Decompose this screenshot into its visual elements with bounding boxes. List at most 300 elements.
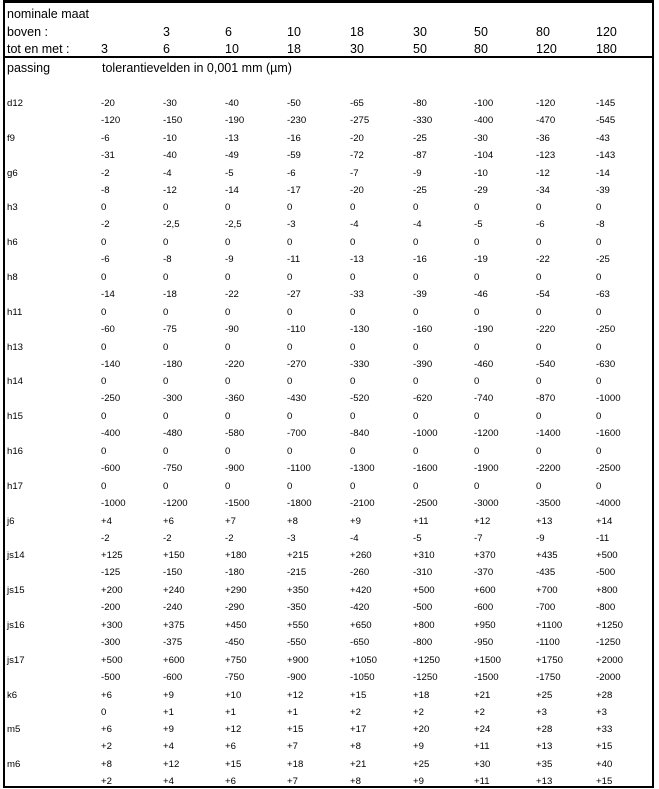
table-cell: +9 <box>413 741 424 753</box>
table-cell: -8 <box>101 184 110 196</box>
table-cell: 0 <box>287 480 293 492</box>
table-cell: +9 <box>163 724 174 736</box>
table-cell: -900 <box>287 671 307 683</box>
table-cell: 0 <box>596 480 602 492</box>
table-cell: -230 <box>287 115 307 126</box>
table-cell: -25 <box>413 184 427 196</box>
table-cell: +1250 <box>596 620 623 631</box>
boven-value: 80 <box>536 25 550 39</box>
table-cell: -260 <box>350 567 370 579</box>
table-cell: -11 <box>287 254 301 266</box>
boven-value: 18 <box>350 25 364 39</box>
table-cell: -43 <box>596 132 610 144</box>
table-row-upper <box>5 582 652 599</box>
table-cell: -11 <box>596 532 610 544</box>
table-cell: +28 <box>596 689 613 701</box>
table-cell: +1100 <box>536 620 563 631</box>
table-cell: 0 <box>101 237 107 249</box>
table-cell: -300 <box>163 393 183 405</box>
table-cell: +15 <box>287 724 304 736</box>
fit-label: h15 <box>7 411 24 423</box>
table-cell: -215 <box>287 567 307 579</box>
table-cell: 0 <box>596 446 602 457</box>
table-cell: -310 <box>413 567 433 579</box>
table-cell: -300 <box>101 637 121 648</box>
table-cell: 0 <box>474 341 480 353</box>
table-cell: +1250 <box>413 654 440 666</box>
table-cell: -72 <box>350 149 364 161</box>
table-cell: +6 <box>163 515 174 527</box>
table-cell: -13 <box>225 132 239 144</box>
table-cell: 0 <box>474 306 480 318</box>
table-cell: +12 <box>163 759 180 771</box>
totmet-label: tot en met : <box>7 42 70 56</box>
table-cell: -2100 <box>350 497 375 509</box>
table-cell: -7 <box>474 532 483 544</box>
table-cell: -600 <box>474 602 494 614</box>
totmet-value: 3 <box>101 42 108 56</box>
table-cell: -46 <box>474 289 488 300</box>
table-cell: 0 <box>163 306 169 318</box>
table-cell: 0 <box>101 306 107 318</box>
table-cell: -1300 <box>350 463 375 474</box>
table-cell: -12 <box>163 184 177 196</box>
table-cell: -12 <box>536 167 550 179</box>
table-row-upper <box>5 269 652 286</box>
table-cell: -290 <box>225 602 245 614</box>
fit-label: h11 <box>7 306 23 318</box>
table-cell: -10 <box>474 167 488 179</box>
table-cell: -50 <box>287 98 301 109</box>
table-row-lower <box>5 599 652 616</box>
table-cell: -22 <box>225 289 239 300</box>
header-passing-row <box>5 59 652 77</box>
table-cell: -145 <box>596 98 616 109</box>
table-cell: 0 <box>101 202 107 214</box>
table-cell: -9 <box>536 532 545 544</box>
table-cell: 0 <box>101 341 107 353</box>
table-cell: -545 <box>596 115 616 126</box>
table-cell: -650 <box>350 637 370 648</box>
table-cell: -65 <box>350 98 364 109</box>
table-cell: 0 <box>536 446 542 457</box>
table-cell: 0 <box>536 306 542 318</box>
table-cell: 0 <box>101 446 107 457</box>
table-cell: 0 <box>225 411 231 423</box>
table-cell: +2000 <box>596 654 623 666</box>
table-cell: +8 <box>350 776 361 788</box>
table-cell: +750 <box>225 654 247 666</box>
table-cell: 0 <box>101 376 107 388</box>
table-cell: +800 <box>413 620 435 631</box>
table-cell: 0 <box>287 237 293 249</box>
table-cell: -22 <box>536 254 550 266</box>
table-cell: +9 <box>413 776 424 788</box>
table-cell: +17 <box>350 724 367 736</box>
table-cell: +2 <box>413 706 424 718</box>
table-cell: -2,5 <box>163 219 180 231</box>
table-cell: -250 <box>101 393 121 405</box>
table-cell: +25 <box>413 759 430 771</box>
table-row-upper <box>5 547 652 564</box>
table-cell: 0 <box>163 202 169 214</box>
passing-label: passing <box>7 61 51 75</box>
totmet-value: 18 <box>287 42 301 56</box>
table-cell: 0 <box>101 480 107 492</box>
fit-label: h6 <box>7 237 18 249</box>
table-cell: +300 <box>101 620 123 631</box>
table-cell: +4 <box>163 741 174 753</box>
fit-label: h13 <box>7 341 24 353</box>
table-cell: 0 <box>101 706 107 718</box>
table-row-upper <box>5 130 652 147</box>
table-cell: 0 <box>287 306 293 318</box>
table-cell: +180 <box>225 550 247 562</box>
table-cell: -16 <box>287 132 301 144</box>
table-row-upper <box>5 165 652 182</box>
table-row-upper <box>5 652 652 669</box>
table-cell: -150 <box>163 567 183 579</box>
table-cell: +10 <box>225 689 242 701</box>
table-cell: -330 <box>350 358 370 370</box>
table-cell: -900 <box>225 463 245 474</box>
header-boven-row <box>5 23 652 41</box>
table-cell: -4 <box>350 219 359 231</box>
table-cell: +9 <box>350 515 361 527</box>
table-row-lower <box>5 112 652 129</box>
table-row-upper <box>5 199 652 216</box>
table-cell: -1800 <box>287 497 312 509</box>
table-cell: +11 <box>474 776 490 788</box>
table-cell: +15 <box>350 689 367 701</box>
table-cell: 0 <box>163 446 169 457</box>
table-cell: 0 <box>225 272 231 283</box>
table-cell: -390 <box>413 358 433 370</box>
table-row-lower <box>5 356 652 373</box>
table-cell: +200 <box>101 585 123 597</box>
table-cell: -20 <box>350 184 364 196</box>
table-row-lower <box>5 738 652 755</box>
table-cell: +21 <box>474 689 491 701</box>
table-cell: -800 <box>596 602 616 614</box>
table-cell: -123 <box>536 149 556 161</box>
table-cell: -6 <box>101 132 110 144</box>
units-label: tolerantievelden in 0,001 mm (µm) <box>102 61 292 75</box>
table-cell: -120 <box>101 115 121 126</box>
table-cell: -800 <box>413 637 433 648</box>
table-cell: -25 <box>596 254 610 266</box>
table-cell: +7 <box>225 515 236 527</box>
table-cell: -14 <box>101 289 115 300</box>
table-row-upper <box>5 687 652 704</box>
table-cell: +4 <box>101 515 112 527</box>
table-cell: -500 <box>596 567 616 579</box>
table-cell: -7 <box>350 167 359 179</box>
table-cell: +240 <box>163 585 185 597</box>
table-cell: -8 <box>163 254 172 266</box>
table-cell: -1200 <box>474 428 499 440</box>
table-cell: -18 <box>163 289 177 300</box>
table-cell: 0 <box>163 237 169 249</box>
table-cell: 0 <box>287 202 293 214</box>
table-cell: -6 <box>101 254 110 266</box>
table-row-upper <box>5 95 652 112</box>
table-cell: -550 <box>287 637 307 648</box>
table-row-upper <box>5 339 652 356</box>
table-cell: +9 <box>163 689 174 701</box>
table-cell: -190 <box>225 115 245 126</box>
table-cell: +21 <box>350 759 367 771</box>
table-cell: -2 <box>101 167 110 179</box>
table-cell: +375 <box>163 620 185 631</box>
table-cell: 0 <box>350 411 356 423</box>
table-cell: -5 <box>413 532 422 544</box>
table-cell: -87 <box>413 149 427 161</box>
fit-label: js14 <box>7 550 25 562</box>
table-row-upper <box>5 373 652 390</box>
table-cell: -9 <box>225 254 234 266</box>
table-cell: 0 <box>474 272 480 283</box>
table-cell: 0 <box>413 376 419 388</box>
table-cell: -350 <box>287 602 307 614</box>
table-row-lower <box>5 216 652 233</box>
table-cell: -100 <box>474 98 494 109</box>
table-cell: -500 <box>101 671 121 683</box>
table-cell: 0 <box>163 376 169 388</box>
fit-label: k6 <box>7 689 18 701</box>
table-cell: +125 <box>101 550 123 562</box>
table-cell: -59 <box>287 149 301 161</box>
table-cell: +6 <box>101 724 112 736</box>
boven-value: 30 <box>413 25 427 39</box>
table-cell: -3000 <box>474 497 499 509</box>
table-cell: -430 <box>287 393 307 405</box>
fit-label: j6 <box>7 515 15 527</box>
table-cell: -2 <box>225 532 234 544</box>
table-cell: -700 <box>536 602 556 614</box>
table-cell: -17 <box>287 184 301 196</box>
totmet-value: 10 <box>225 42 239 56</box>
table-cell: -200 <box>101 602 121 614</box>
table-cell: -30 <box>474 132 488 144</box>
table-cell: +500 <box>596 550 618 562</box>
table-cell: +8 <box>350 741 361 753</box>
table-cell: +25 <box>536 689 553 701</box>
table-cell: 0 <box>225 446 231 457</box>
table-cell: 0 <box>350 202 356 214</box>
table-cell: 0 <box>350 446 356 457</box>
table-cell: +12 <box>474 515 491 527</box>
table-cell: +7 <box>287 741 298 753</box>
table-cell: +8 <box>101 759 112 771</box>
fit-label: h3 <box>7 202 18 214</box>
boven-value: 3 <box>163 25 170 39</box>
table-cell: 0 <box>413 480 419 492</box>
table-cell: -500 <box>413 602 433 614</box>
table-cell: +1750 <box>536 654 563 666</box>
table-cell: +600 <box>163 654 185 666</box>
table-cell: +500 <box>413 585 435 597</box>
table-cell: 0 <box>596 341 602 353</box>
table-cell: -2000 <box>596 671 621 683</box>
table-cell: -4 <box>413 219 422 231</box>
table-cell: 0 <box>163 272 169 283</box>
table-cell: -36 <box>536 132 550 144</box>
table-cell: -540 <box>536 358 556 370</box>
table-row-lower <box>5 251 652 268</box>
table-cell: 0 <box>536 237 542 249</box>
table-cell: -240 <box>163 602 183 614</box>
table-row-upper <box>5 234 652 251</box>
table-cell: 0 <box>101 272 107 283</box>
fit-label: d12 <box>7 98 24 109</box>
table-cell: 0 <box>536 202 542 214</box>
table-cell: +450 <box>225 620 247 631</box>
table-cell: +215 <box>287 550 309 562</box>
table-cell: -5 <box>474 219 483 231</box>
table-cell: 0 <box>413 306 419 318</box>
table-row-upper <box>5 513 652 530</box>
table-cell: 0 <box>474 446 480 457</box>
table-cell: -420 <box>350 602 370 614</box>
table-cell: -25 <box>413 132 427 144</box>
table-cell: -620 <box>413 393 433 405</box>
table-cell: +15 <box>596 776 613 788</box>
table-cell: -6 <box>287 167 296 179</box>
table-cell: +18 <box>287 759 304 771</box>
table-cell: -20 <box>350 132 364 144</box>
table-cell: 0 <box>350 272 356 283</box>
table-cell: -600 <box>163 671 183 683</box>
table-cell: -950 <box>474 637 494 648</box>
boven-label: boven : <box>7 25 49 39</box>
table-row-upper <box>5 443 652 460</box>
table-cell: -4 <box>350 532 359 544</box>
table-cell: 0 <box>163 411 169 423</box>
table-cell: 0 <box>474 202 480 214</box>
table-cell: -180 <box>225 567 245 579</box>
table-cell: -470 <box>536 115 556 126</box>
table-cell: -1600 <box>596 428 621 440</box>
fit-label: m5 <box>7 724 21 736</box>
table-cell: 0 <box>474 376 480 388</box>
totmet-value: 120 <box>536 42 557 56</box>
table-cell: +800 <box>596 585 618 597</box>
table-cell: +290 <box>225 585 247 597</box>
table-cell: -870 <box>536 393 556 405</box>
table-cell: +13 <box>536 515 553 527</box>
table-row-lower <box>5 182 652 199</box>
table-cell: -750 <box>225 671 245 683</box>
table-cell: +370 <box>474 550 496 562</box>
table-cell: 0 <box>350 376 356 388</box>
boven-value: 6 <box>225 25 232 39</box>
table-cell: -330 <box>413 115 433 126</box>
table-cell: -3 <box>287 219 296 231</box>
table-cell: 0 <box>287 411 293 423</box>
boven-value: 10 <box>287 25 301 39</box>
table-cell: +420 <box>350 585 372 597</box>
table-cell: -16 <box>413 254 427 266</box>
table-cell: -1100 <box>287 463 311 474</box>
table-cell: +14 <box>596 515 613 527</box>
table-cell: 0 <box>413 341 419 353</box>
table-row-upper <box>5 478 652 495</box>
table-cell: -80 <box>413 98 427 109</box>
table-cell: 0 <box>225 202 231 214</box>
table-cell: 0 <box>350 237 356 249</box>
table-row-lower <box>5 460 652 477</box>
table-cell: -2200 <box>536 463 561 474</box>
table-cell: -700 <box>287 428 307 440</box>
table-cell: 0 <box>287 341 293 353</box>
table-cell: +2 <box>101 741 112 753</box>
table-cell: -30 <box>163 98 177 109</box>
boven-value: 50 <box>474 25 488 39</box>
table-cell: +7 <box>287 776 298 788</box>
table-cell: +24 <box>474 724 491 736</box>
table-cell: +6 <box>225 741 236 753</box>
table-cell: -34 <box>536 184 550 196</box>
table-row-lower <box>5 390 652 407</box>
table-cell: -375 <box>163 637 183 648</box>
table-cell: 0 <box>413 202 419 214</box>
table-cell: 0 <box>225 480 231 492</box>
table-cell: -150 <box>163 115 183 126</box>
table-cell: -1600 <box>413 463 438 474</box>
table-cell: +900 <box>287 654 309 666</box>
table-cell: +28 <box>536 724 553 736</box>
fit-label: js16 <box>7 620 25 631</box>
table-cell: +40 <box>596 759 613 771</box>
table-cell: +500 <box>101 654 123 666</box>
table-cell: -270 <box>287 358 307 370</box>
table-cell: -180 <box>163 358 183 370</box>
fit-label: js15 <box>7 585 25 597</box>
table-cell: 0 <box>287 272 293 283</box>
table-cell: -13 <box>350 254 364 266</box>
table-cell: -220 <box>225 358 245 370</box>
table-cell: 0 <box>287 446 293 457</box>
table-cell: -190 <box>474 323 494 335</box>
table-cell: -1000 <box>596 393 621 405</box>
table-cell: 0 <box>225 376 231 388</box>
table-cell: 0 <box>596 237 602 249</box>
table-row-lower <box>5 286 652 303</box>
table-cell: +550 <box>287 620 309 631</box>
table-cell: +2 <box>474 706 485 718</box>
table-cell: +8 <box>287 515 298 527</box>
table-cell: -75 <box>163 323 177 335</box>
table-row-upper <box>5 617 652 634</box>
table-row-lower <box>5 773 652 788</box>
table-cell: -520 <box>350 393 370 405</box>
table-row-lower <box>5 634 652 651</box>
table-cell: -220 <box>536 323 556 335</box>
table-cell: -1750 <box>536 671 561 683</box>
table-cell: -33 <box>350 289 364 300</box>
table-cell: +2 <box>350 706 361 718</box>
table-cell: +11 <box>413 515 429 527</box>
table-cell: +3 <box>536 706 547 718</box>
table-cell: +12 <box>225 724 242 736</box>
table-cell: -400 <box>474 115 494 126</box>
table-cell: -1400 <box>536 428 561 440</box>
table-cell: -1050 <box>350 671 375 683</box>
fit-label: m6 <box>7 759 21 771</box>
table-cell: -740 <box>474 393 494 405</box>
table-cell: -400 <box>101 428 121 440</box>
